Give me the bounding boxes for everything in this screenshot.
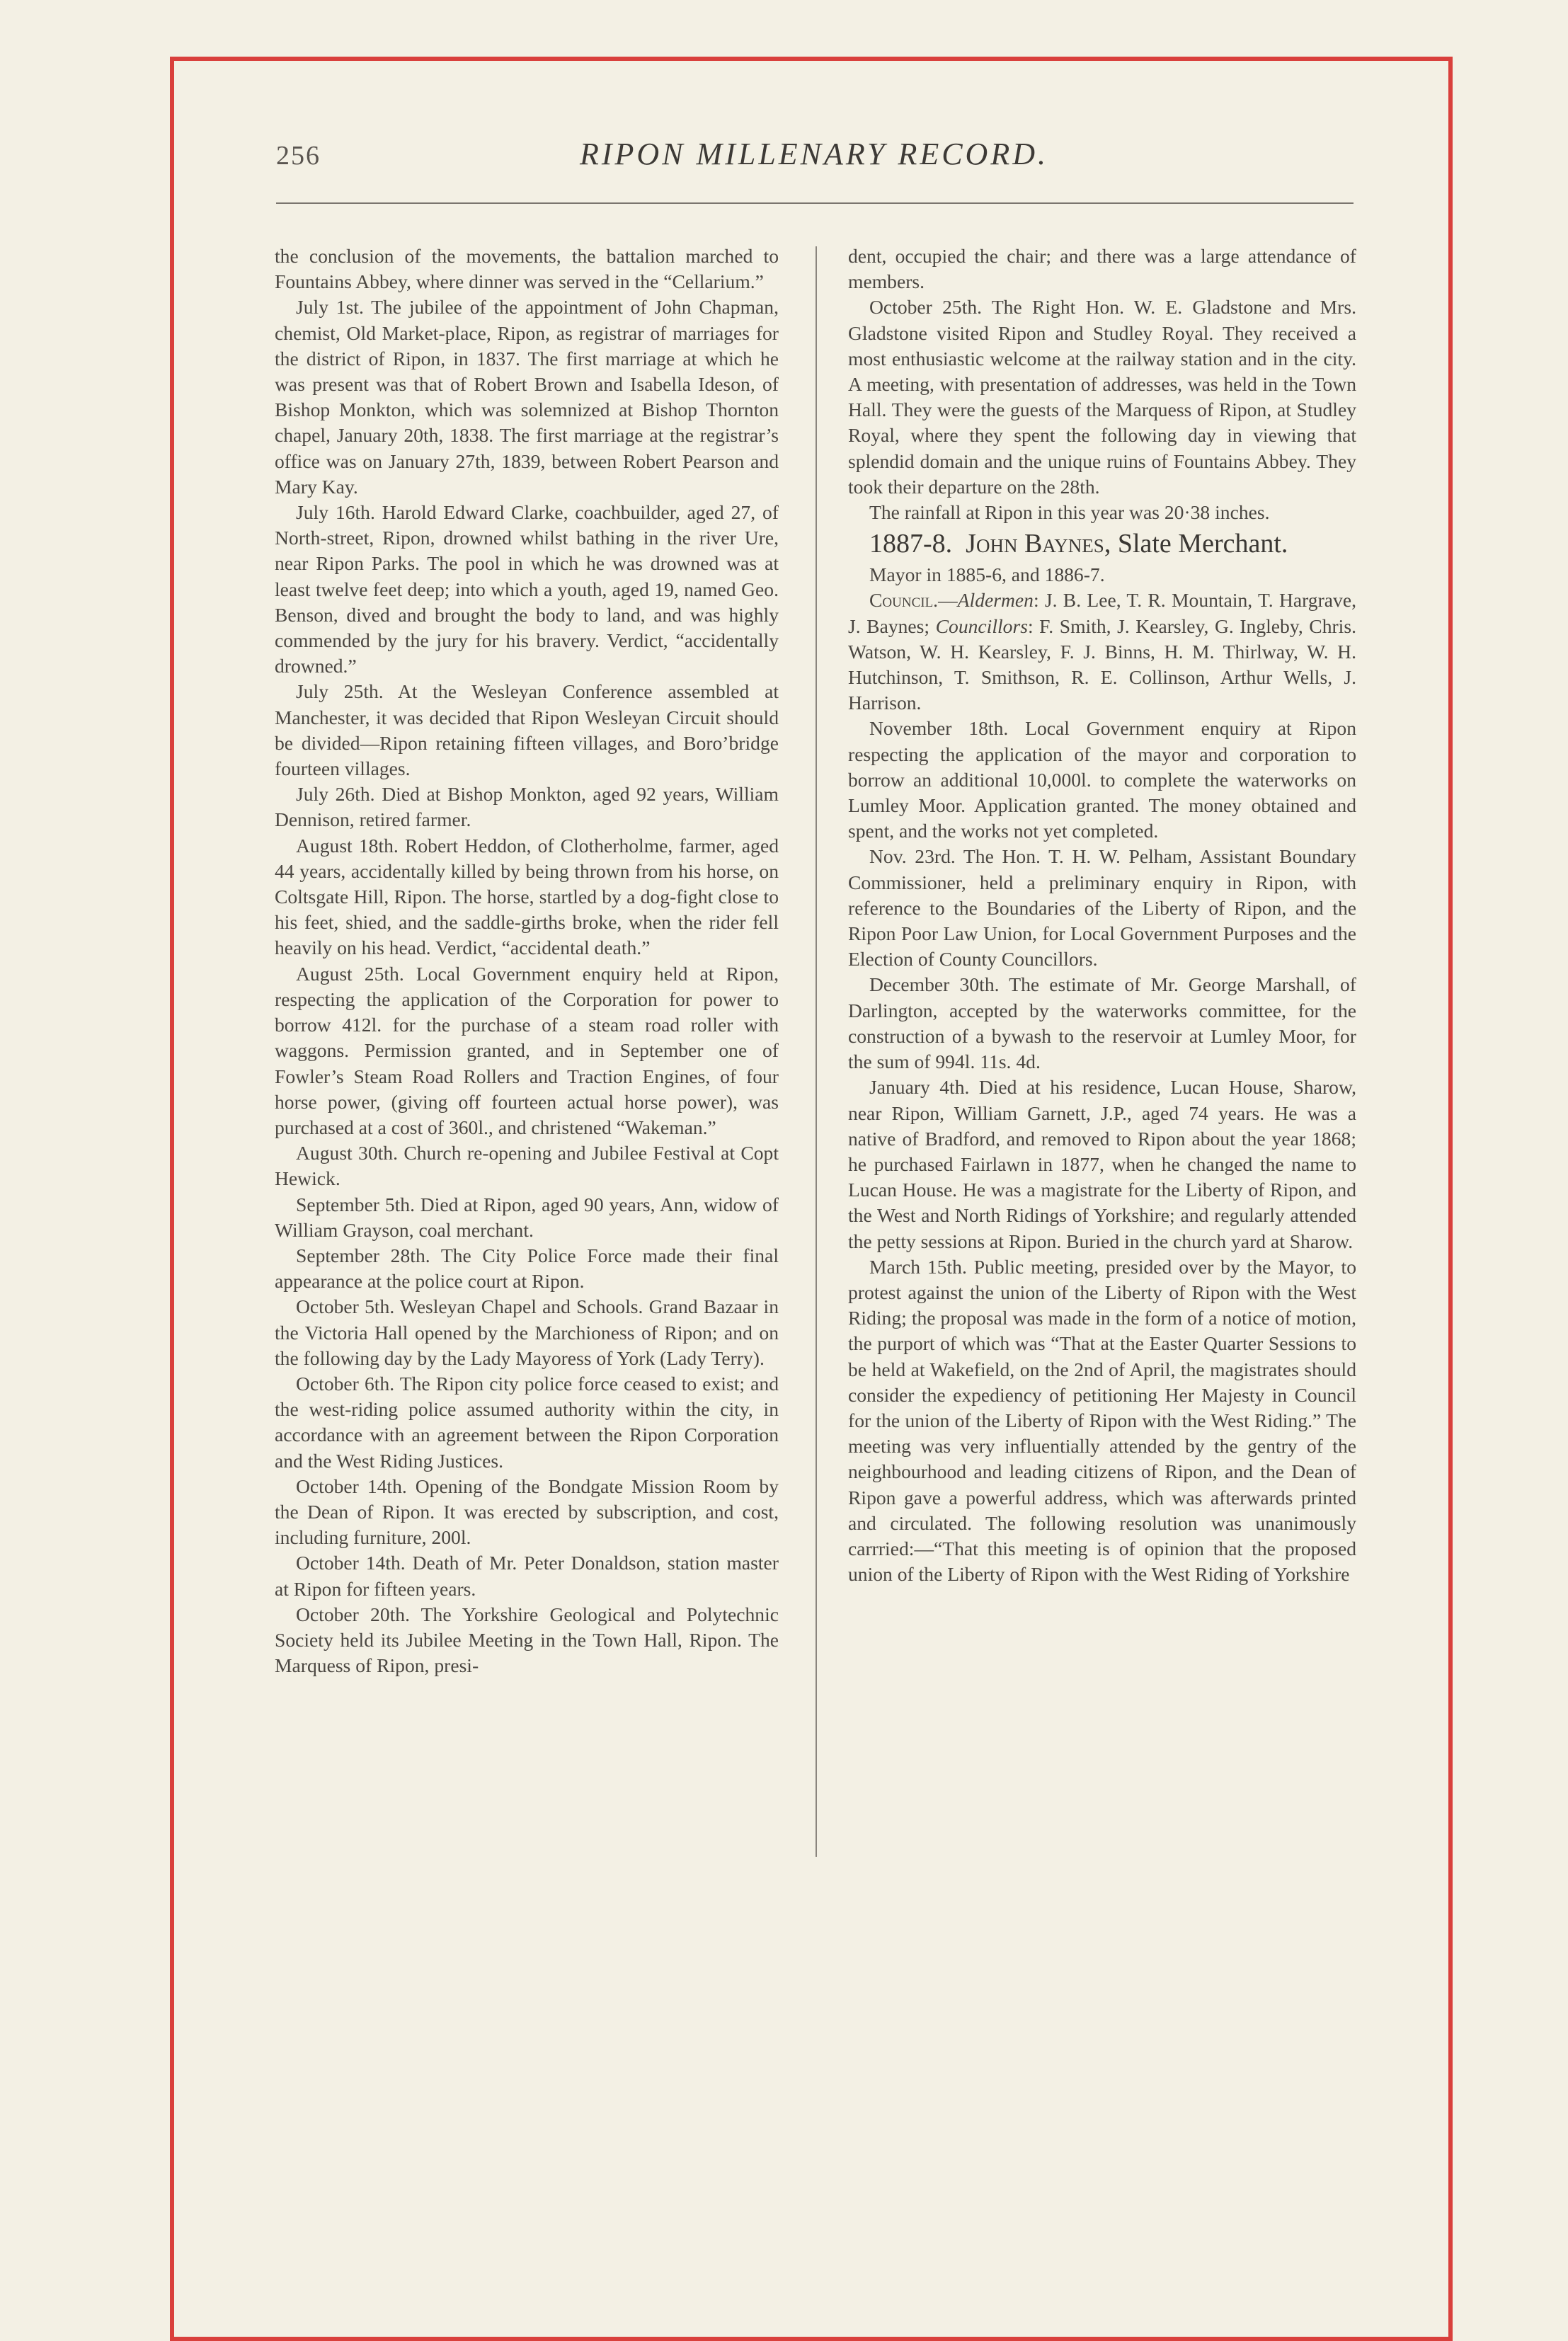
paragraph: The rainfall at Ripon in this year was 20·38 inches. xyxy=(869,501,1270,524)
councillors-list: : F. Smith, J. Kearsley, G. Ingleby, Chris. Watson, W. H. Kearsley, F. J. Binns, H. M. Thirlway, W. H. Hutchinson, T. Smithson, R. E. Collinson, Arthur Wells, J. Harrison. xyxy=(848,614,1356,714)
paragraph: September 28th. The City Police Force made their final appearance at the police court at Ripon. xyxy=(275,1244,779,1293)
paragraph: July 1st. The jubilee of the appointment of John Chapman, chemist, Old Market-place, Ripon, as registrar of marriages for the district of Ripon, in 1837. The first marriage at which he was present was that of Robert Brown and Isabella Ideson, of Bishop Monkton, which was solemnized at Bishop Thornton chapel, January 20th, 1838. The first marriage at the registrar’s office was on January 27th, 1839, between Robert Pearson and Mary Kay. xyxy=(275,296,779,498)
right-column xyxy=(848,244,1356,1587)
entry-occupation: , Slate Merchant. xyxy=(1104,529,1288,559)
paragraph: October 14th. Death of Mr. Peter Donaldson, station master at Ripon for fifteen years. xyxy=(275,1552,779,1600)
paragraph: July 25th. At the Wesleyan Conference assembled at Manchester, it was decided that Ripon Wesleyan Circuit should be divided—Ripon retaining fifteen villages, and Boro’bridge fourteen villages. xyxy=(275,680,779,780)
councillors-label: Councillors xyxy=(935,614,1028,637)
aldermen-list: : J. B. Lee, T. R. Mountain, T. Hargrave, J. Baynes; xyxy=(848,589,1356,637)
paragraph: October 5th. Wesleyan Chapel and Schools. Grand Bazaar in the Victoria Hall opened by the Marchioness of Ripon; and on the following day by the Lady Mayoress of York (Lady Terry). xyxy=(275,1295,779,1369)
entry-name: John Baynes xyxy=(966,529,1104,559)
column-divider xyxy=(816,246,817,1857)
paragraph: October 20th. The Yorkshire Geological and Polytechnic Society held its Jubilee Meeting in the Town Hall, Ripon. The Marquess of Ripon, presi- xyxy=(275,1603,779,1677)
paragraph: March 15th. Public meeting, presided over by the Mayor, to protest against the union of the Liberty of Ripon with the West Riding; the proposal was made in the form of a notice of motion, the purport of which was “That at the Easter Quarter Sessions to be held at Wakefield, on the 2nd of April, the magistrates should consider the expediency of petitioning Her Majesty in Council for the union of the Liberty of Ripon with the West Riding.” The meeting was very influentially attended by the gentry of the neighbourhood and leading citizens of Ripon, and the Dean of Ripon gave a powerful address, which was afterwards printed and circulated. The following resolution was unanimously carrried:—“That this meeting is of opinion that the proposed union of the Liberty of Ripon with the West Riding of Yorkshire xyxy=(848,1255,1356,1586)
paragraph: August 25th. Local Government enquiry held at Ripon, respecting the application of the Corporation for power to borrow 412l. for the purchase of a steam road roller with waggons. Permission granted, and in September one of Fowler’s Steam Road Rollers and Traction Engines, of four horse power, (giving off fourteen actual horse power), was purchased at a cost of 360l., and christened “Wakeman.” xyxy=(275,962,779,1138)
paragraph: July 16th. Harold Edward Clarke, coachbuilder, aged 27, of North-street, Ripon, drowned whilst bathing in the river Ure, near Ripon Parks. The pool in which he was drowned was at least twelve feet deep; into which a youth, aged 19, named Geo. Benson, dived and brought the body to land, and was highly commended by the jury for his bravery. Verdict, “accidentally drowned.” xyxy=(275,501,779,677)
paragraph: August 30th. Church re-opening and Jubilee Festival at Copt Hewick. xyxy=(275,1142,779,1190)
paragraph: October 6th. The Ripon city police force ceased to exist; and the west-riding police assumed authority within the city, in accordance with an agreement between the Ripon Corporation and the West Riding Justices. xyxy=(275,1372,779,1472)
aldermen-label: Aldermen xyxy=(957,589,1034,612)
paragraph: Nov. 23rd. The Hon. T. H. W. Pelham, Assistant Boundary Commissioner, held a preliminary enquiry in Ripon, with reference to the Boundaries of the Liberty of Ripon, and the Ripon Poor Law Union, for Local Government Purposes and the Election of County Councillors. xyxy=(848,845,1356,971)
paragraph: the conclusion of the movements, the battalion marched to Fountains Abbey, where dinner was served in the “Cellarium.” xyxy=(275,245,779,293)
paragraph: September 5th. Died at Ripon, aged 90 years, Ann, widow of William Grayson, coal merchant. xyxy=(275,1193,779,1241)
council-label: Council. xyxy=(869,589,939,612)
left-column xyxy=(275,244,779,1678)
paragraph: October 14th. Opening of the Bondgate Mission Room by the Dean of Ripon. It was erected by subscription, and cost, including furniture, 200l. xyxy=(275,1475,779,1549)
paragraph: January 4th. Died at his residence, Lucan House, Sharow, near Ripon, William Garnett, J.P., aged 74 years. He was a native of Bradford, and removed to Ripon about the year 1868; he purchased Fairlawn in 1877, when he changed the name to Lucan House. He was a magistrate for the Liberty of Ripon, and the West and North Ridings of Yorkshire; and regularly attended the petty sessions at Ripon. Buried in the church yard at Sharow. xyxy=(848,1076,1356,1252)
paragraph: October 25th. The Right Hon. W. E. Gladstone and Mrs. Gladstone visited Ripon and Studley Royal. They received a most enthusiastic welcome at the railway station and in the city. A meeting, with presentation of addresses, was held in the Town Hall. They were the guests of the Marquess of Ripon, at Studley Royal, where they spent the following day in viewing that splendid domain and the unique ruins of Fountains Abbey. They took their departure on the 28th. xyxy=(848,296,1356,498)
mayor-entry-heading xyxy=(848,525,1356,562)
page-number: 256 xyxy=(276,141,321,171)
paragraph: November 18th. Local Government enquiry at Ripon respecting the application of the mayor and corporation to borrow an additional 10,000l. to complete the waterworks on Lumley Moor. Application granted. The money obtained and spent, and the works not yet completed. xyxy=(848,717,1356,842)
paragraph: dent, occupied the chair; and there was a large attendance of members. xyxy=(848,245,1356,293)
header-rule xyxy=(276,202,1354,204)
council-paragraph: Council.—Aldermen: J. B. Lee, T. R. Mountain, T. Hargrave, J. Baynes; Councillors: F. Smith, J. Kearsley, G. Ingleby, Chris. Watson, W. H. Kearsley, F. J. Binns, H. M. Thirlway, W. H. Hutchinson, T. Smithson, R. E. Collinson, Arthur Wells, J. Harrison. xyxy=(848,589,1356,714)
paragraph: August 18th. Robert Heddon, of Clotherholme, farmer, aged 44 years, accidentally killed by being thrown from his horse, on Coltsgate Hill, Ripon. The horse, startled by a dog-fight close to his feet, shied, and the saddle-girths broke, when the rider fell heavily on his head. Verdict, “accidental death.” xyxy=(275,834,779,959)
mayor-line: Mayor in 1885-6, and 1886-7. xyxy=(869,563,1105,586)
running-title: RIPON MILLENARY RECORD. xyxy=(580,137,1048,171)
page-header xyxy=(276,136,1352,181)
paragraph: December 30th. The estimate of Mr. George Marshall, of Darlington, accepted by the waterworks committee, for the construction of a bywash to the reservoir at Lumley Moor, for the sum of 994l. 11s. 4d. xyxy=(848,973,1356,1073)
paragraph: July 26th. Died at Bishop Monkton, aged 92 years, William Dennison, retired farmer. xyxy=(275,783,779,831)
entry-years: 1887-8. xyxy=(869,529,953,559)
